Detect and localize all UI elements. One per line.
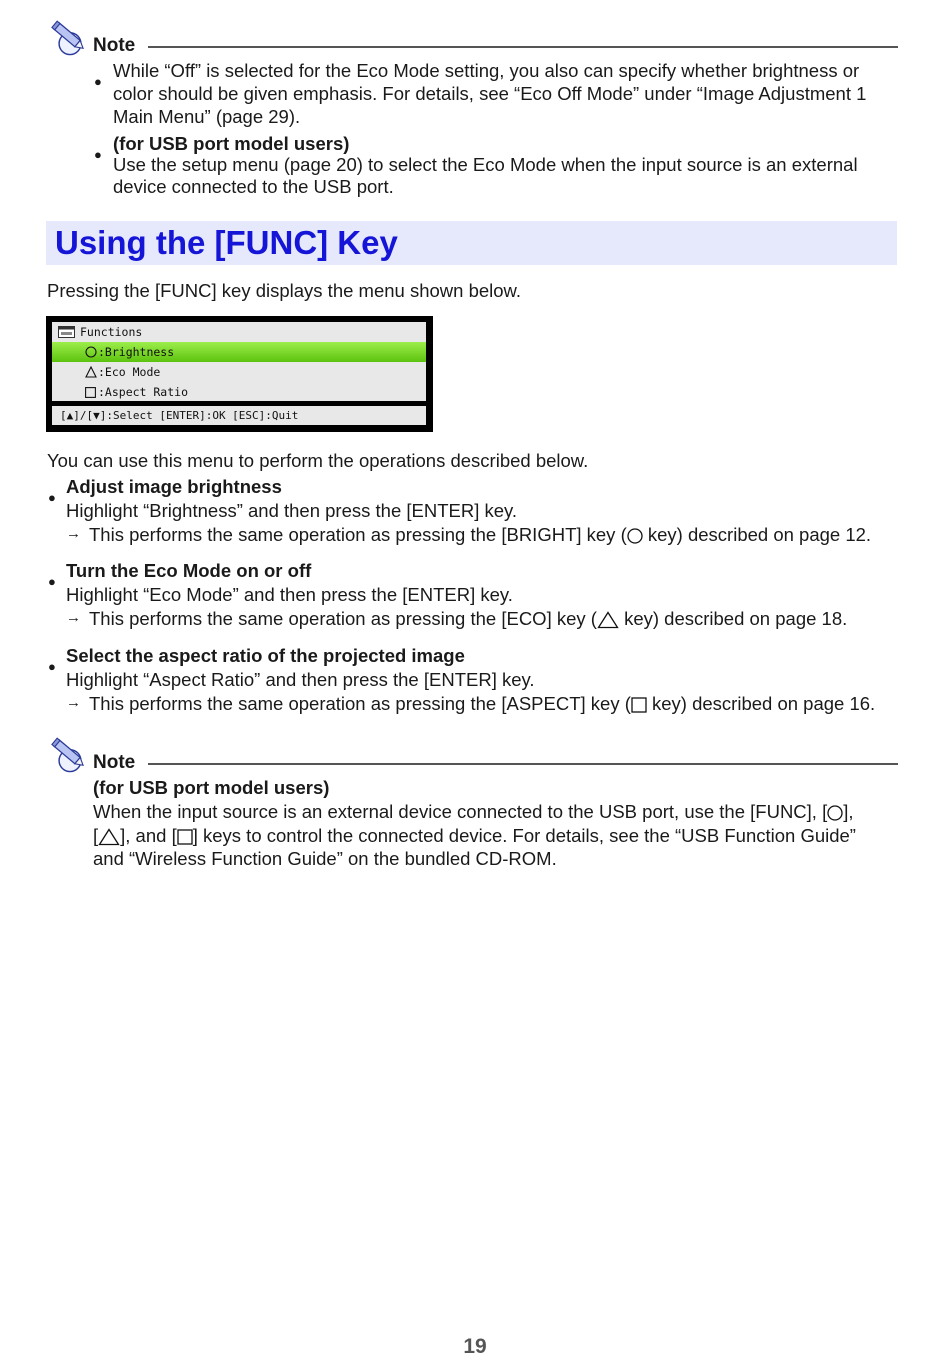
note-header-2 (50, 737, 898, 777)
bullet-icon: ● (48, 490, 56, 505)
menu-item-brightness[interactable] (52, 342, 426, 362)
menu-window-icon (58, 326, 75, 338)
section-heading-bar (46, 221, 897, 265)
menu-item-eco-mode[interactable] (52, 362, 426, 382)
op2-heading: Turn the Eco Mode on or off (66, 560, 312, 581)
section-intro: Pressing the [FUNC] key displays the menu shown below. (47, 280, 522, 301)
note1-bullet1-line3: Main Menu” (page 29). (113, 106, 301, 127)
note1-bullet1-line2: color should be given emphasis. For details, see “Eco Off Mode” under “Image Adjustment 1 (113, 83, 867, 104)
menu-panel (52, 322, 426, 401)
note-title: Note (93, 35, 136, 56)
op2-result: This performs the same operation as pressing the [ECO] key ( key) described on page 18. (89, 608, 848, 629)
note1-bullet2-line2: device connected to the USB port. (113, 176, 394, 197)
note-pencil-icon (50, 20, 90, 60)
note2-heading: (for USB port model users) (93, 777, 330, 798)
circle-key-icon (627, 528, 643, 544)
op1-heading: Adjust image brightness (66, 476, 282, 497)
menu-footer-text: [▲]/[▼]:Select [ENTER]:OK [ESC]:Quit (60, 409, 299, 422)
right-arrow-icon: → (66, 694, 81, 711)
note2-line3: and “Wireless Function Guide” on the bundled CD-ROM. (93, 848, 557, 869)
op1-line: Highlight “Brightness” and then press the [ENTER] key. (66, 500, 518, 521)
note1-bullet1-line1: While “Off” is selected for the Eco Mode setting, you also can specify whether brightness or (113, 60, 860, 81)
menu-footer (52, 406, 426, 425)
note2-line1: When the input source is an external device connected to the USB port, use the [FUNC], [ ], (93, 801, 854, 822)
note-header-1 (50, 20, 898, 60)
triangle-key-icon (597, 611, 619, 629)
right-arrow-icon: → (66, 609, 81, 626)
square-key-icon (631, 697, 647, 713)
note-title: Note (93, 752, 136, 773)
circle-key-icon (85, 346, 97, 358)
note-divider (148, 46, 898, 48)
note2-line2: [ ], and [ ] keys to control the connected device. For details, see the “USB Function Guide” (93, 825, 856, 846)
circle-key-icon (827, 805, 843, 821)
menu-title: Functions (80, 325, 143, 339)
menu-item-label: :Aspect Ratio (98, 385, 189, 399)
section-title: Using the [FUNC] Key (55, 224, 398, 261)
op3-line: Highlight “Aspect Ratio” and then press the [ENTER] key. (66, 669, 535, 690)
menu-item-label: :Brightness (98, 345, 175, 359)
menu-item-label: :Eco Mode (98, 365, 161, 379)
menu-title-row (52, 322, 426, 342)
right-arrow-icon: → (66, 525, 81, 542)
note1-bullet2-heading: (for USB port model users) (113, 133, 350, 154)
bullet-icon: ● (94, 74, 102, 89)
square-key-icon (85, 387, 96, 398)
note1-bullet2-line1: Use the setup menu (page 20) to select the Eco Mode when the input source is an external (113, 154, 858, 175)
note-pencil-icon (50, 737, 90, 777)
bullet-icon: ● (48, 659, 56, 674)
square-key-icon (177, 829, 193, 845)
note-divider (148, 763, 898, 765)
op1-result: This performs the same operation as pressing the [BRIGHT] key ( key) described on page 12. (89, 524, 872, 545)
triangle-key-icon (85, 366, 97, 378)
op2-line: Highlight “Eco Mode” and then press the [ENTER] key. (66, 584, 513, 605)
page-number: 19 (463, 1335, 487, 1358)
op3-result: This performs the same operation as pressing the [ASPECT] key ( key) described on page 16. (89, 693, 876, 714)
triangle-key-icon (98, 828, 120, 846)
functions-menu-screenshot (46, 316, 433, 432)
bullet-icon: ● (94, 147, 102, 162)
operations-intro: You can use this menu to perform the operations described below. (47, 450, 589, 471)
op3-heading: Select the aspect ratio of the projected image (66, 645, 465, 666)
menu-item-aspect-ratio[interactable] (52, 382, 426, 402)
bullet-icon: ● (48, 574, 56, 589)
